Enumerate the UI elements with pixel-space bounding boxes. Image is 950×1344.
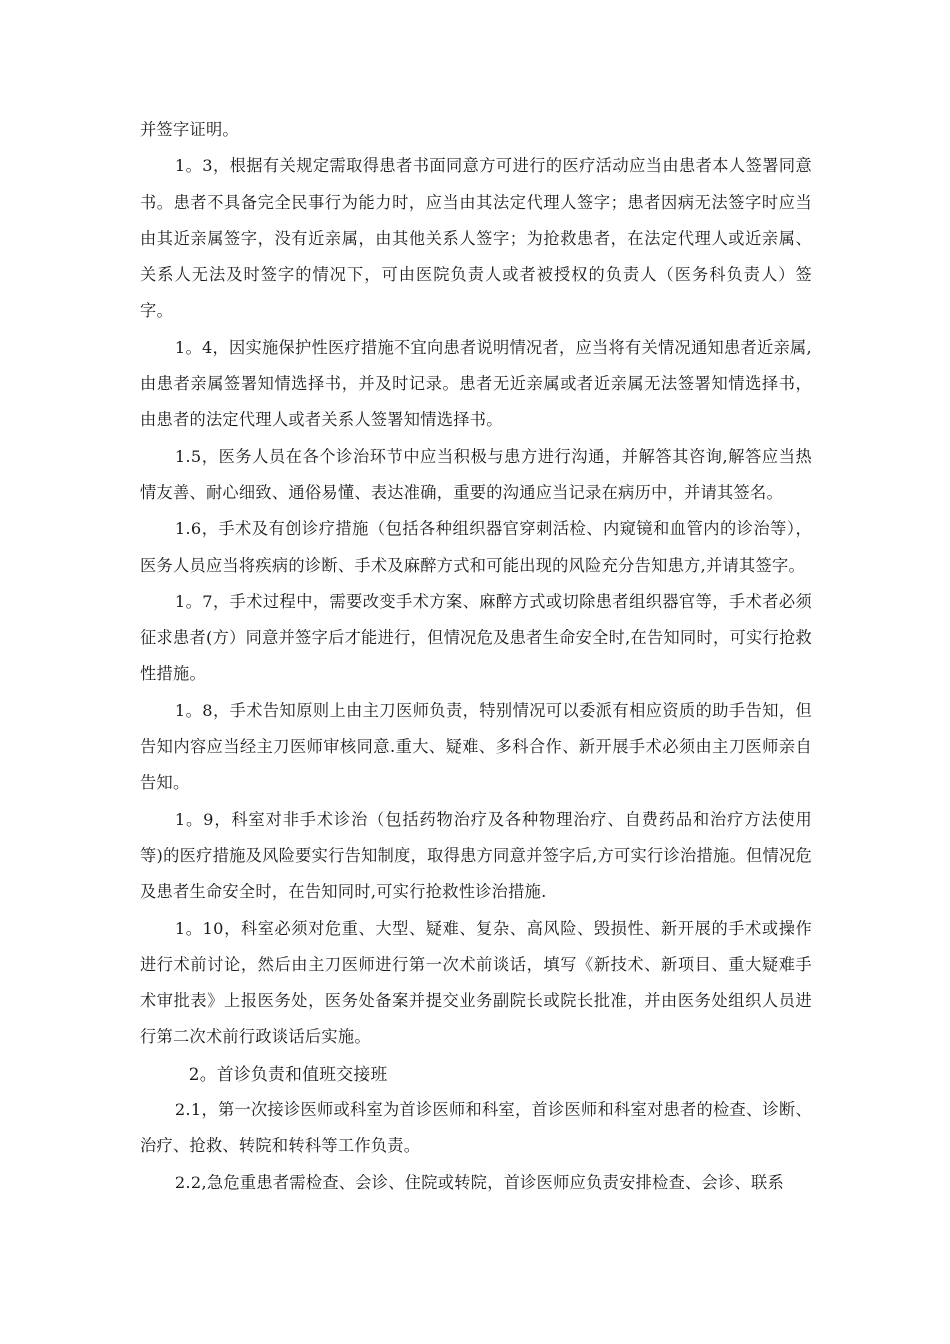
document-body [140,112,812,1201]
paragraph-1-4-protective-measures: 1。4，因实施保护性医疗措施不宜向患者说明情况者，应当将有关情况通知患者近亲属,由患者亲属签署知情选择书，并及时记录。患者无近亲属或者近亲属无法签署知情选择书，由患者的法定代理人或者关系人签署知情选择书。 [140,337,812,430]
section-heading-2: 2。首诊负责和值班交接班 [188,1063,388,1084]
paragraph-1-10-preoperative-discussion: 1。10，科室必须对危重、大型、疑难、复杂、高风险、毁损性、新开展的手术或操作进行术前讨论，然后由主刀医师进行第一次术前谈话，填写《新技术、新项目、重大疑难手术审批表》上报医务处，医务处备案并提交业务副院长或院长批准，并由医务处组织人员进行第二次术前行政谈话后实施。 [140,918,812,1047]
paragraph-1-6-invasive-procedures: 1.6，手术及有创诊疗措施（包括各种组织器官穿刺活检、内窥镜和血管内的诊治等），医务人员应当将疾病的诊断、手术及麻醉方式和可能出现的风险充分告知患方,并请其签字。 [140,519,812,575]
paragraph-1-3-consent: 1。3，根据有关规定需取得患者书面同意方可进行的医疗活动应当由患者本人签署同意书。患者不具备完全民事行为能力时，应当由其法定代理人签字；患者因病无法签字时应当由其近亲属签字，没有近亲属，由其他关系人签字；为抢救患者，在法定代理人或近亲属、关系人无法及时签字的情况下，可由医院负责人或者被授权的负责人（医务科负责人）签字。 [140,156,812,321]
paragraph-2-1-first-diagnosis: 2.1，第一次接诊医师或科室为首诊医师和科室，首诊医师和科室对患者的检查、诊断、治疗、抢救、转院和转科等工作负责。 [140,1100,812,1156]
paragraph-1-8-surgeon-notification: 1。8，手术告知原则上由主刀医师负责，特别情况可以委派有相应资质的助手告知，但告知内容应当经主刀医师审核同意.重大、疑难、多科合作、新开展手术必须由主刀医师亲自告知。 [140,700,812,793]
paragraph-1-5-communication: 1.5，医务人员在各个诊治环节中应当积极与患方进行沟通，并解答其咨询,解答应当热情友善、耐心细致、通俗易懂、表达准确，重要的沟通应当记录在病历中，并请其签名。 [140,446,812,502]
paragraph-continuation: 并签字证明。 [140,120,239,139]
paragraph-1-7-surgery-changes: 1。7，手术过程中，需要改变手术方案、麻醉方式或切除患者组织器官等，手术者必须征求患者(方）同意并签字后才能进行，但情况危及患者生命安全时,在告知同时，可实行抢救性措施。 [140,591,812,684]
paragraph-2-2-critical-patients: 2.2,急危重患者需检查、会诊、住院或转院，首诊医师应负责安排检查、会诊、联系 [174,1172,784,1192]
paragraph-1-9-non-surgical: 1。9，科室对非手术诊治（包括药物治疗及各种物理治疗、自费药品和治疗方法使用等)的医疗措施及风险要实行告知制度，取得患方同意并签字后,方可实行诊治措施。但情况危及患者生命安全时，在告知同时,可实行抢救性诊治措施. [140,809,812,902]
